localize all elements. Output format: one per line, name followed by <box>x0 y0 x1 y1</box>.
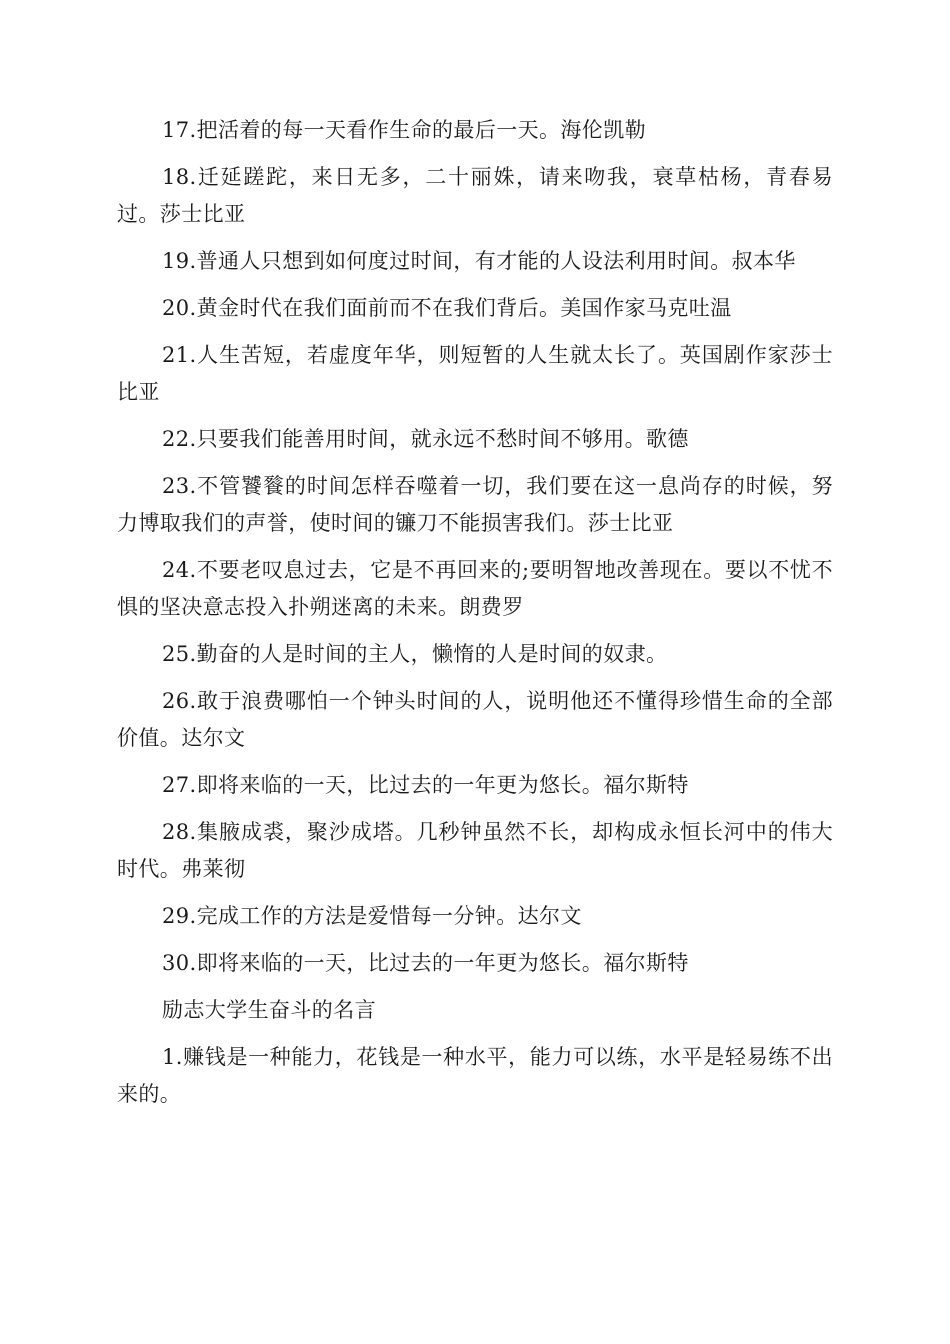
quote-paragraph: 1.赚钱是一种能力，花钱是一种水平，能力可以练，水平是轻易练不出来的。 <box>117 1045 833 1106</box>
quote-paragraph: 25.勤奋的人是时间的主人，懒惰的人是时间的奴隶。 <box>162 642 668 666</box>
quote-paragraph: 29.完成工作的方法是爱惜每一分钟。达尔文 <box>162 904 582 928</box>
quote-paragraph: 26.敢于浪费哪怕一个钟头时间的人，说明他还不懂得珍惜生命的全部价值。达尔文 <box>117 689 833 750</box>
quote-paragraph: 20.黄金时代在我们面前而不在我们背后。美国作家马克吐温 <box>162 296 732 320</box>
quote-paragraph: 19.普通人只想到如何度过时间，有才能的人设法利用时间。叔本华 <box>162 249 796 273</box>
quote-paragraph: 28.集腋成裘，聚沙成塔。几秒钟虽然不长，却构成永恒长河中的伟大时代。弗莱彻 <box>117 820 833 881</box>
section-heading: 励志大学生奋斗的名言 <box>162 998 376 1022</box>
quote-paragraph: 22.只要我们能善用时间，就永远不愁时间不够用。歌德 <box>162 427 689 451</box>
quote-paragraph: 18.迁延蹉跎，来日无多，二十丽姝，请来吻我，衰草枯杨，青春易过。莎士比亚 <box>117 165 833 226</box>
quote-paragraph: 21.人生苦短，若虚度年华，则短暂的人生就太长了。英国剧作家莎士比亚 <box>117 343 833 404</box>
document-body <box>117 112 833 1123</box>
quote-paragraph: 27.即将来临的一天，比过去的一年更为悠长。福尔斯特 <box>162 773 689 797</box>
quote-paragraph: 24.不要老叹息过去，它是不再回来的;要明智地改善现在。要以不忧不惧的坚决意志投入扑朔迷离的未来。朗费罗 <box>117 558 833 619</box>
quote-paragraph: 23.不管饕餮的时间怎样吞噬着一切，我们要在这一息尚存的时候，努力博取我们的声誉，使时间的镰刀不能损害我们。莎士比亚 <box>117 474 833 535</box>
quote-paragraph: 30.即将来临的一天，比过去的一年更为悠长。福尔斯特 <box>162 951 689 975</box>
quote-paragraph: 17.把活着的每一天看作生命的最后一天。海伦凯勒 <box>162 118 646 142</box>
